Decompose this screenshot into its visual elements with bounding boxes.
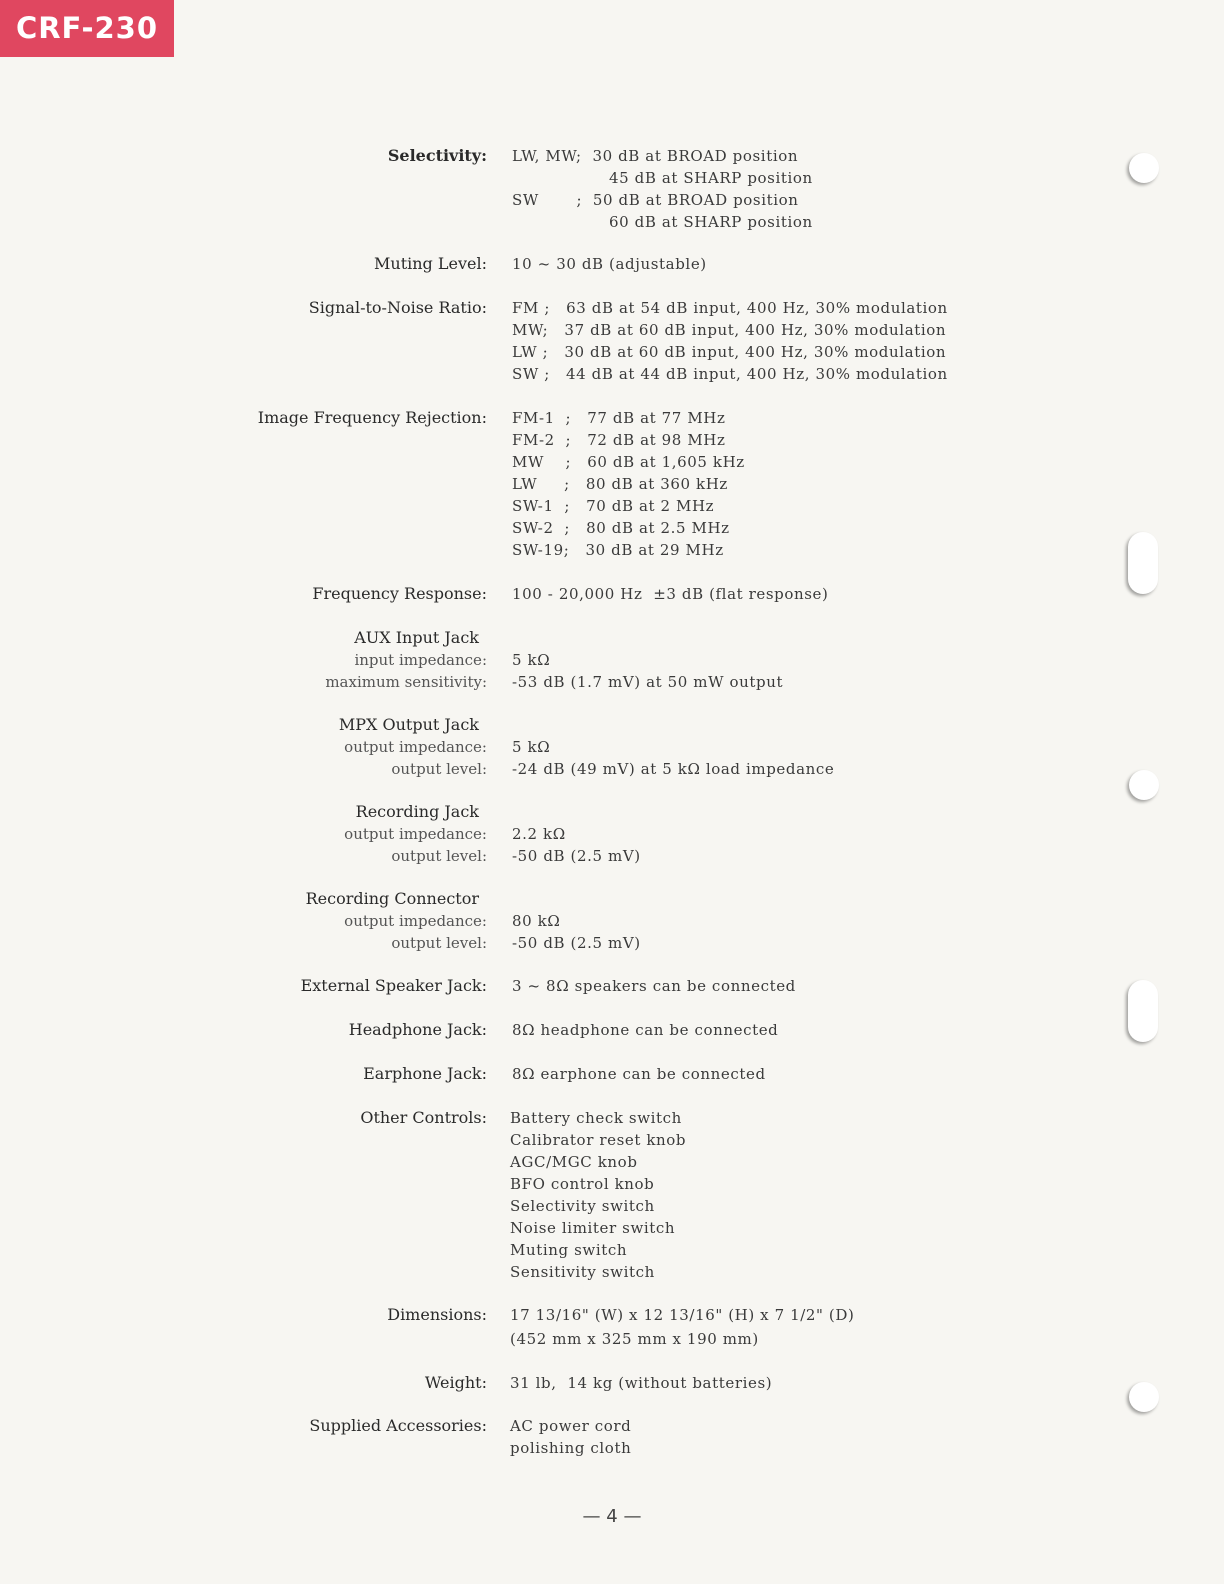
binder-hole-2 (1128, 532, 1158, 594)
spec-value: -50 dB (2.5 mV) (512, 934, 641, 952)
spec-value-line: 17 13/16" (W) x 12 13/16" (H) x 7 1/2" (D) (510, 1306, 855, 1324)
spec-value: 100 - 20,000 Hz ±3 dB (flat response) (512, 585, 829, 603)
spec-heading: Recording Jack (355, 802, 479, 821)
spec-sublabel: output impedance: (344, 912, 487, 930)
spec-label: External Speaker Jack: (300, 976, 487, 995)
page-number: — 4 — (582, 1506, 642, 1527)
spec-value-line: SW-1 ; 70 dB at 2 MHz (512, 497, 715, 515)
spec-heading: AUX Input Jack (354, 628, 479, 647)
binder-hole-5 (1129, 1382, 1159, 1412)
control-item: Sensitivity switch (510, 1263, 655, 1281)
spec-label: Other Controls: (360, 1108, 487, 1127)
spec-heading: MPX Output Jack (338, 715, 479, 734)
spec-value-line: LW, MW; 30 dB at BROAD position (512, 147, 799, 165)
binder-hole-4 (1128, 980, 1158, 1042)
control-item: BFO control knob (510, 1175, 655, 1193)
spec-value-line: SW-2 ; 80 dB at 2.5 MHz (512, 519, 730, 537)
spec-value-line: LW ; 80 dB at 360 kHz (512, 475, 728, 493)
model-badge: CRF-230 (0, 0, 174, 57)
spec-sublabel: output level: (391, 760, 487, 778)
control-item: AGC/MGC knob (510, 1153, 638, 1171)
spec-label: Dimensions: (387, 1305, 487, 1324)
spec-sublabel: output level: (391, 847, 487, 865)
spec-label: Image Frequency Rejection: (257, 408, 487, 427)
spec-value: 80 kΩ (512, 912, 561, 930)
spec-value: 2.2 kΩ (512, 825, 566, 843)
spec-value-line: LW ; 30 dB at 60 dB input, 400 Hz, 30% modulation (512, 343, 947, 361)
spec-label: Earphone Jack: (363, 1064, 487, 1083)
spec-value-line: MW ; 60 dB at 1,605 kHz (512, 453, 745, 471)
spec-value: -53 dB (1.7 mV) at 50 mW output (512, 673, 784, 691)
spec-sublabel: output level: (391, 934, 487, 952)
spec-value-line: SW ; 44 dB at 44 dB input, 400 Hz, 30% modulation (512, 365, 948, 383)
spec-value: 31 lb, 14 kg (without batteries) (510, 1374, 773, 1392)
spec-value: 5 kΩ (512, 738, 551, 756)
spec-value-line: FM-2 ; 72 dB at 98 MHz (512, 431, 726, 449)
binder-hole-3 (1129, 770, 1159, 800)
spec-value-line: FM-1 ; 77 dB at 77 MHz (512, 409, 726, 427)
spec-label: Supplied Accessories: (309, 1416, 487, 1435)
spec-label: Headphone Jack: (348, 1020, 487, 1039)
spec-label: Signal-to-Noise Ratio: (308, 298, 487, 317)
spec-value: 8Ω earphone can be connected (512, 1065, 766, 1083)
spec-label: Weight: (424, 1373, 487, 1392)
spec-value: 10 ~ 30 dB (adjustable) (512, 255, 707, 273)
control-item: Selectivity switch (510, 1197, 655, 1215)
accessory-item: polishing cloth (510, 1439, 632, 1457)
spec-value-line: MW; 37 dB at 60 dB input, 400 Hz, 30% modulation (512, 321, 947, 339)
spec-value: 5 kΩ (512, 651, 551, 669)
spec-sublabel: maximum sensitivity: (325, 673, 487, 691)
spec-value-line: SW-19; 30 dB at 29 MHz (512, 541, 724, 559)
spec-sublabel: input impedance: (354, 651, 487, 669)
spec-label: Frequency Response: (312, 584, 487, 603)
control-item: Calibrator reset knob (510, 1131, 687, 1149)
spec-value-line: 60 dB at SHARP position (609, 213, 813, 231)
accessory-item: AC power cord (510, 1417, 632, 1435)
spec-sublabel: output impedance: (344, 825, 487, 843)
spec-value-line: 45 dB at SHARP position (609, 169, 813, 187)
spec-sublabel: output impedance: (344, 738, 487, 756)
control-item: Noise limiter switch (510, 1219, 676, 1237)
spec-heading: Recording Connector (305, 889, 479, 908)
control-item: Muting switch (510, 1241, 628, 1259)
spec-label: Muting Level: (374, 254, 487, 273)
spec-value-line: (452 mm x 325 mm x 190 mm) (510, 1330, 759, 1348)
spec-value-line: FM ; 63 dB at 54 dB input, 400 Hz, 30% modulation (512, 299, 948, 317)
spec-value: 8Ω headphone can be connected (512, 1021, 779, 1039)
control-item: Battery check switch (510, 1109, 682, 1127)
spec-value-line: SW ; 50 dB at BROAD position (512, 191, 799, 209)
spec-value: 3 ~ 8Ω speakers can be connected (512, 977, 796, 995)
spec-label: Selectivity: (387, 146, 487, 165)
spec-value: -24 dB (49 mV) at 5 kΩ load impedance (512, 760, 835, 778)
spec-value: -50 dB (2.5 mV) (512, 847, 641, 865)
binder-hole-1 (1129, 153, 1159, 183)
